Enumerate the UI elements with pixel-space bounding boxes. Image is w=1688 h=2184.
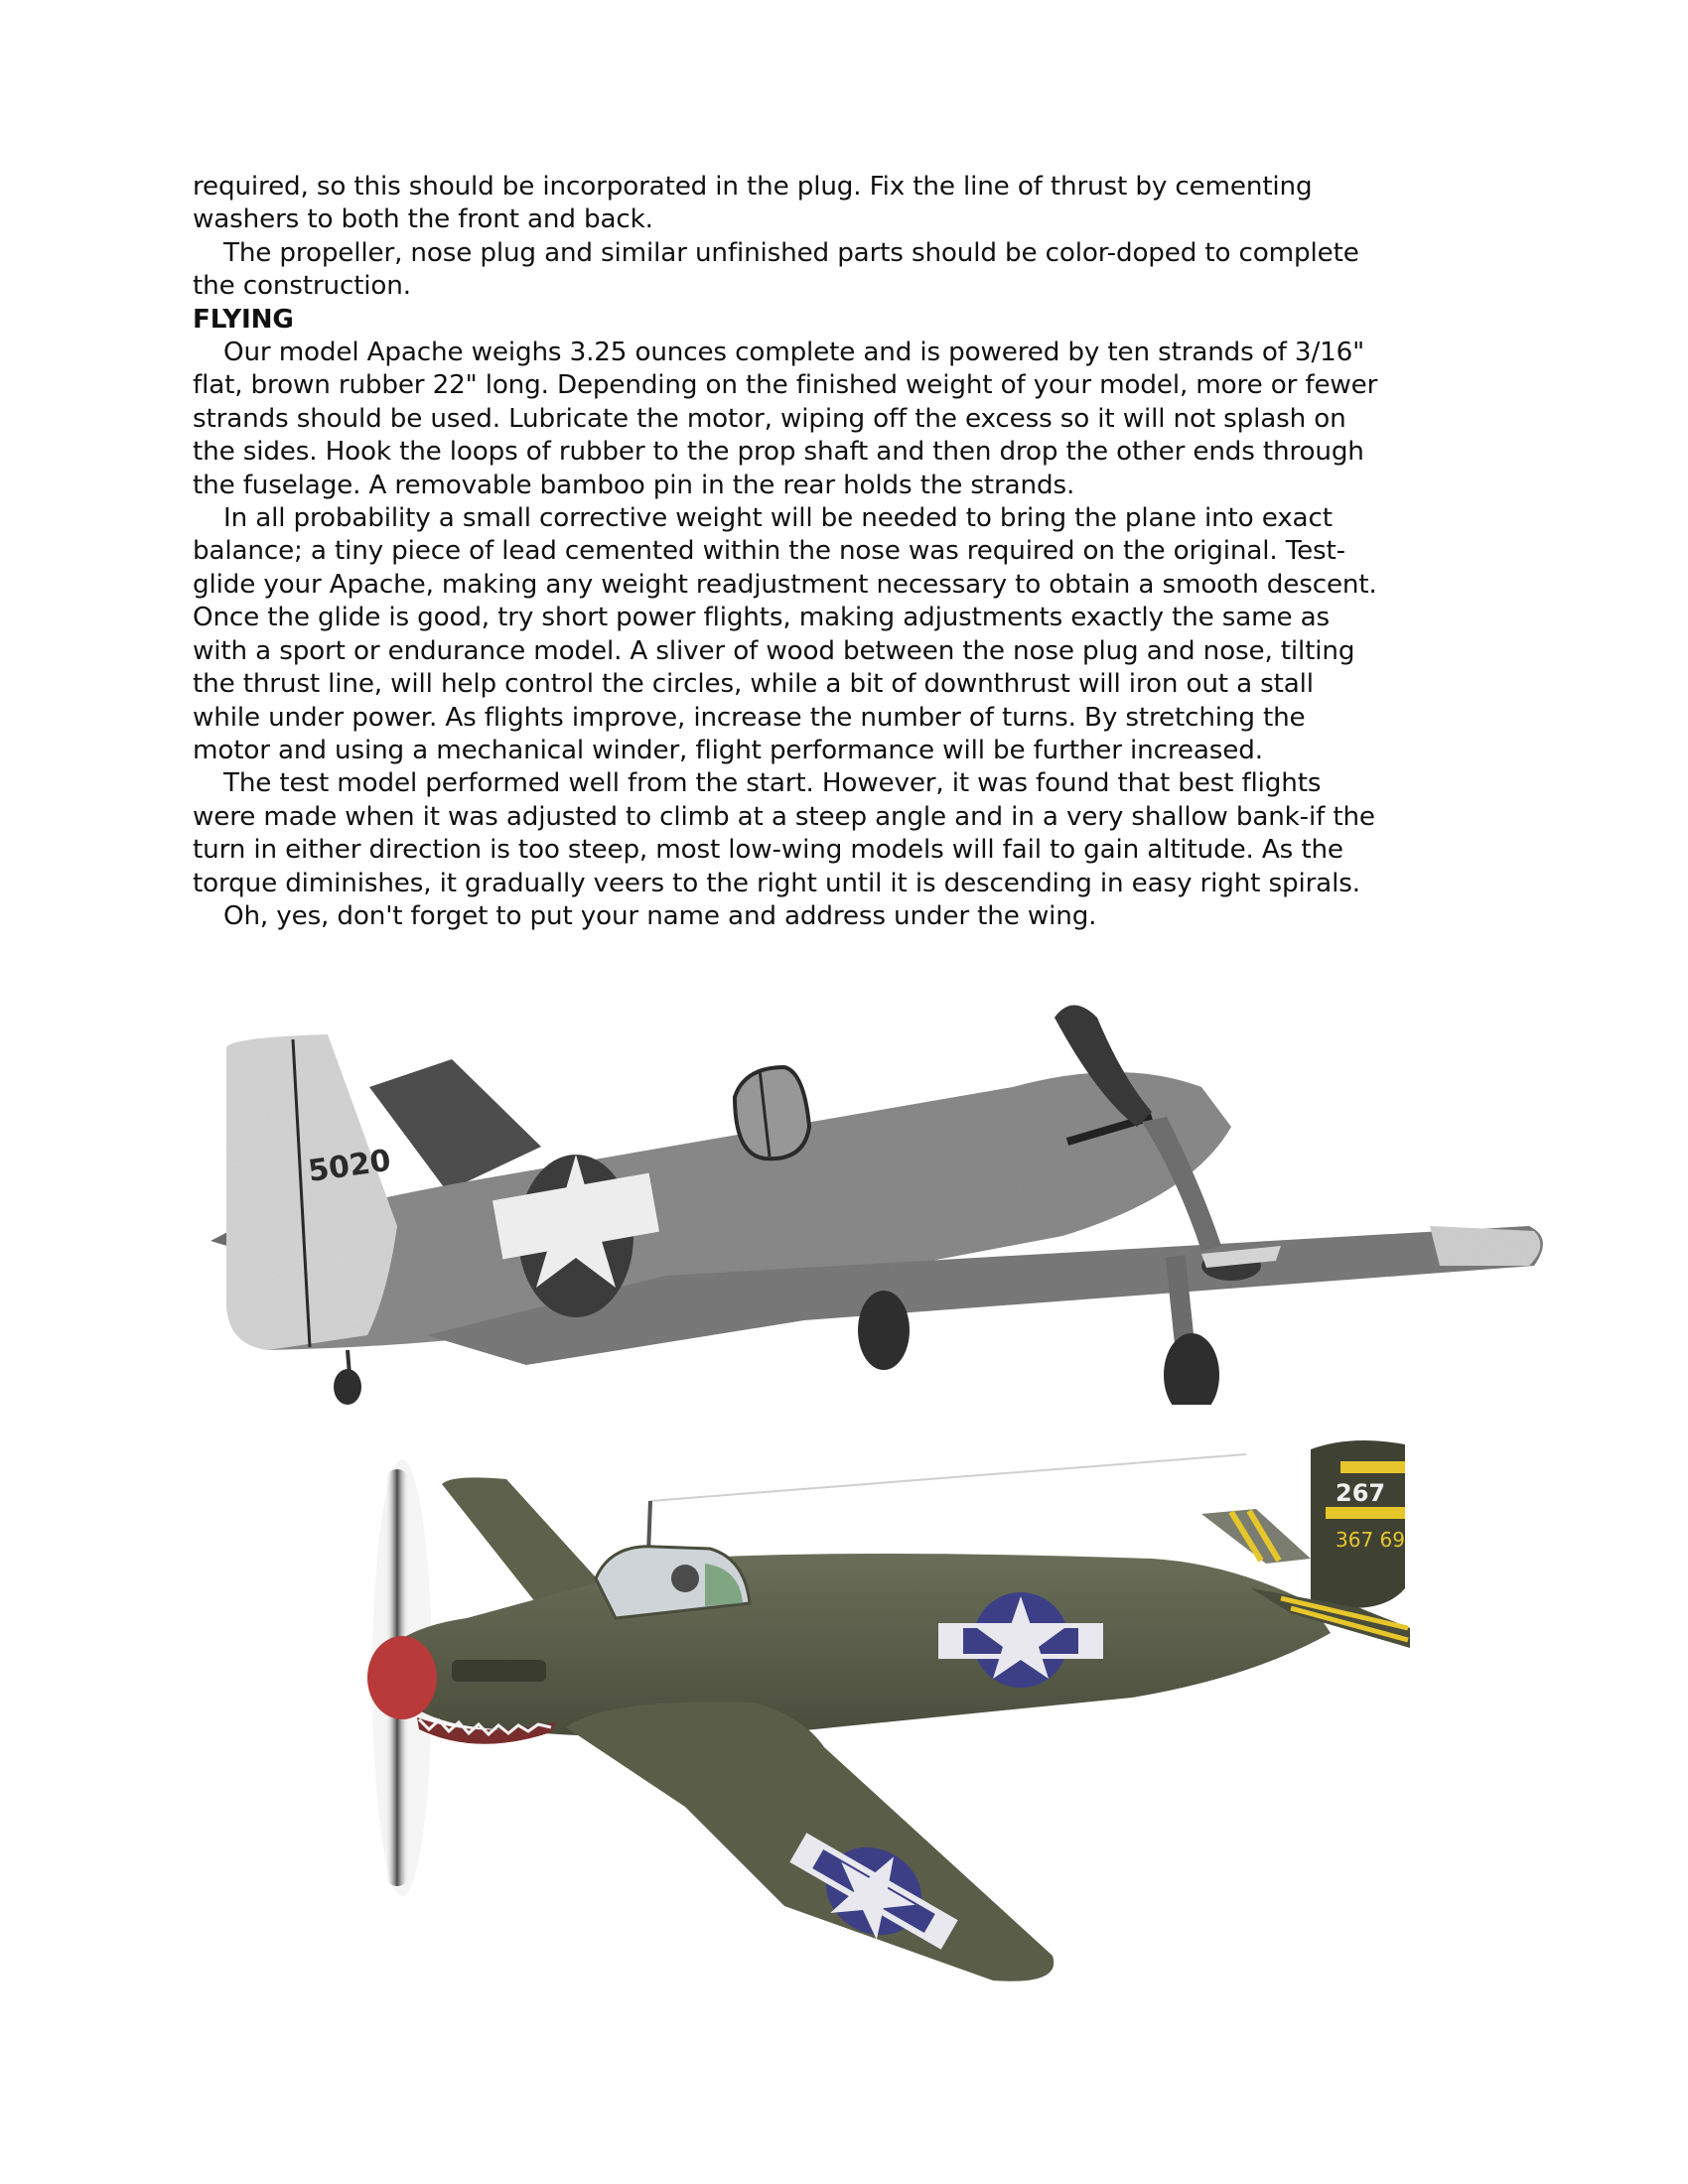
- text-line: Once the glide is good, try short power flights, making adjustments exactly the same as: [193, 603, 1331, 633]
- text-line: the thrust line, will help control the circles, while a bit of downthrust will iron out a stall: [193, 669, 1314, 700]
- text-line: while under power. As flights improve, increase the number of turns. By stretching the: [193, 702, 1306, 733]
- color-illustration-figure: [357, 1430, 1410, 1985]
- text-line: the sides. Hook the loops of rubber to the prop shaft and then drop the other ends through: [193, 437, 1364, 468]
- text-line: strands should be used. Lubricate the motor, wiping off the excess so it will not splash on: [193, 403, 1346, 434]
- tail-wheel: [334, 1369, 361, 1405]
- text-line: The test model performed well from the start. However, it was found that best flights: [223, 768, 1322, 799]
- upper-wing: [442, 1477, 606, 1603]
- text-line: the fuselage. A removable bamboo pin in the rear holds the strands.: [193, 470, 1075, 500]
- text-line: balance; a tiny piece of lead cemented within the nose was required on the original. Test-: [193, 536, 1345, 567]
- tail-number-top: 267: [1336, 1479, 1386, 1507]
- text-line: were made when it was adjusted to climb at a steep angle and in a very shallow bank-if the: [193, 801, 1375, 832]
- text-line: In all probability a small corrective weight will be needed to bring the plane into exact: [223, 503, 1333, 534]
- model-photo-figure: [199, 978, 1549, 1405]
- text-line: turn in either direction is too steep, most low-wing models will fail to gain altitude. As the: [193, 835, 1343, 866]
- main-wheel-left: [858, 1291, 910, 1370]
- tail-fin: [226, 1034, 397, 1350]
- text-line: Oh, yes, don't forget to put your name and address under the wing.: [223, 900, 1097, 931]
- main-wheel-right: [1164, 1333, 1219, 1405]
- text-line: flat, brown rubber 22" long. Depending on the finished weight of your model, more or fewer: [193, 370, 1378, 401]
- text-line: Our model Apache weighs 3.25 ounces complete and is powered by ten strands of 3/16": [223, 338, 1365, 368]
- text-line: the construction.: [193, 271, 411, 302]
- far-wing: [369, 1059, 541, 1191]
- text-line: washers to both the front and back.: [193, 205, 653, 235]
- tail-number-bottom: 367 69: [1336, 1528, 1405, 1552]
- text-line: The propeller, nose plug and similar unfinished parts should be color-doped to complete: [223, 237, 1359, 268]
- text-line: glide your Apache, making any weight readjustment necessary to obtain a smooth descent.: [193, 569, 1377, 600]
- text-line: with a sport or endurance model. A sliver of wood between the nose plug and nose, tilting: [193, 635, 1355, 666]
- article-text: [193, 171, 1513, 933]
- text-line: motor and using a mechanical winder, flight performance will be further increased.: [193, 735, 1263, 765]
- text-line: torque diminishes, it gradually veers to the right until it is descending in easy right spirals.: [193, 868, 1360, 898]
- tail-number: 5020: [306, 1143, 393, 1189]
- text-line: required, so this should be incorporated in the plug. Fix the line of thrust by cementing: [193, 172, 1313, 202]
- section-heading: FLYING: [193, 304, 294, 335]
- spinner: [367, 1636, 437, 1719]
- canopy: [735, 1067, 809, 1159]
